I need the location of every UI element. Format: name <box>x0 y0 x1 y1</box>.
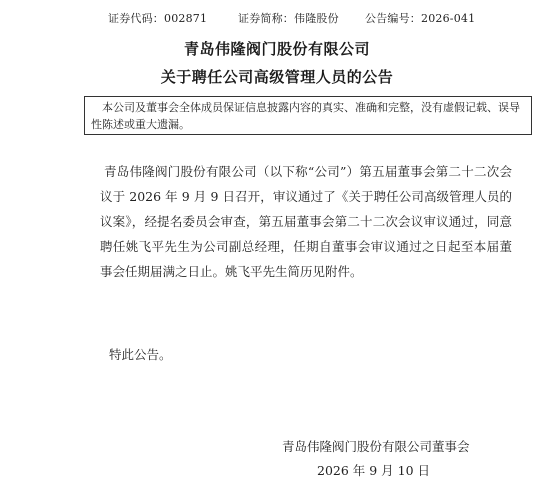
body-paragraph: 青岛伟隆阀门股份有限公司（以下称“公司”）第五届董事会第二十二次会议于 2026 年 9 月 9 日召开，审议通过了《关于聘任公司高级管理人员的议案》，经提名委员会审查，第五届董事会第二十二次会议审议通过，同意聘任姚飞平先生为公司副总经理，任期自董事会审议通过之日起至本届董事会任期届满之日止。姚飞平先生简历见附件。 <box>100 164 512 279</box>
sign-date: 2026 年 9 月 10 日 <box>317 463 431 478</box>
notice-title: 关于聘任公司高级管理人员的公告 <box>160 68 394 86</box>
signer: 青岛伟隆阀门股份有限公司董事会 <box>282 439 470 454</box>
company-title: 青岛伟隆阀门股份有限公司 <box>183 40 370 58</box>
disclaimer-box: 本公司及董事会全体成员保证信息披露内容的真实、准确和完整，没有虚假记载、误导性陈述或重大遗漏。 <box>84 96 532 135</box>
security-short-name: 证券简称：伟隆股份 <box>238 12 339 25</box>
notice-number: 公告编号：2026-041 <box>365 12 476 25</box>
closing-text: 特此公告。 <box>109 347 172 362</box>
security-code: 证券代码：002871 <box>108 12 208 25</box>
